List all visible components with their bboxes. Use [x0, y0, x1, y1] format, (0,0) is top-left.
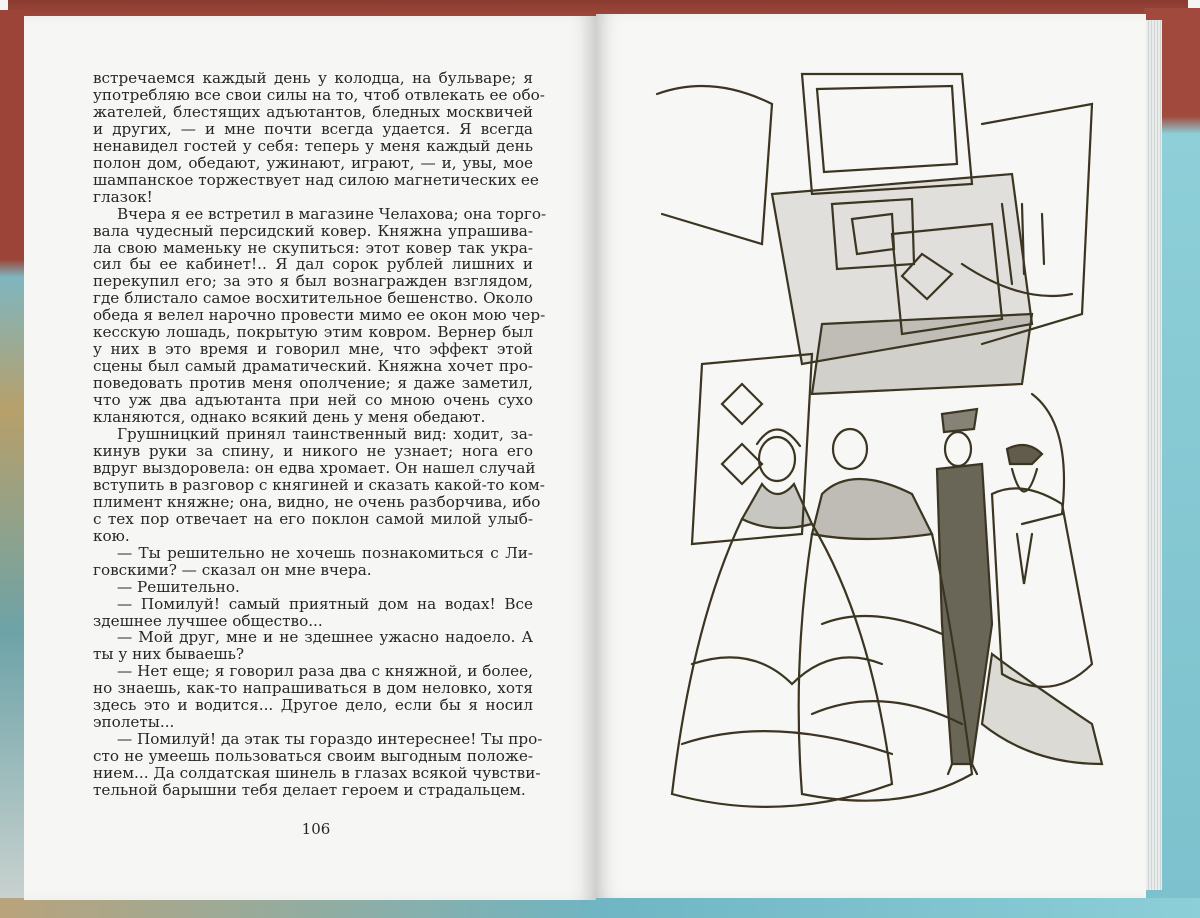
text-line: сто не умеешь пользоваться своим выгодным положе-	[93, 747, 533, 766]
text-line: полон дом, обедают, ужинают, играют, — и, увы, мое	[93, 153, 533, 172]
text-line: ненавидел гостей у себя: теперь у меня каждый день	[93, 136, 533, 155]
text-line: — Решительно.	[117, 577, 240, 596]
text-line: плимент княжне; она, видно, не очень разборчива, ибо	[93, 492, 541, 511]
text-line: ты у них бываешь?	[93, 645, 245, 664]
text-line: поведовать против меня ополчение; я даже заметил,	[93, 374, 533, 393]
text-line: шампанское торжествует над силою магнетических ее	[93, 170, 539, 189]
book-cover-bottom	[0, 898, 1200, 918]
text-line: — Мой друг, мне и не здешнее ужасно надоело. А	[117, 628, 533, 647]
text-line: но знаешь, как-то напрашиваться в дом неловко, хотя	[93, 679, 533, 698]
book-cover-left	[0, 10, 26, 900]
page-number: 106	[301, 820, 331, 838]
text-line: — Помилуй! да этак ты гораздо интереснее! Ты про-	[117, 730, 543, 749]
text-line: кою.	[93, 526, 130, 545]
text-line: кесскую лошадь, покрытую этим ковром. Вернер был	[93, 323, 533, 342]
text-line: у них в это время и говорил мне, что эффект этой	[93, 340, 533, 359]
text-line: и других, — и мне почти всегда удается. Я всегда	[93, 119, 533, 138]
text-line: сцены был самый драматический. Княжна хочет про-	[93, 357, 533, 376]
text-line: здешнее лучшее общество...	[93, 611, 323, 630]
text-line: Грушницкий принял таинственный вид: ходит, за-	[117, 425, 533, 444]
text-line: — Ты решительно не хочешь познакомиться с Ли-	[117, 543, 533, 562]
text-line: Вчера я ее встретил в магазине Челахова; она торго-	[117, 204, 547, 223]
text-line: глазок!	[93, 187, 153, 206]
figures-ladies	[672, 429, 972, 807]
text-line: эполеты...	[93, 713, 175, 732]
body-text	[93, 69, 547, 800]
text-line: — Нет еще; я говорил раза два с княжной, и более,	[117, 662, 533, 681]
text-line: вала чудесный персидский ковер. Княжна упрашива-	[93, 221, 533, 240]
text-line: тельной барышни тебя делает героем и страдальцем.	[93, 781, 526, 800]
text-line: сил бы ее кабинет!.. Я дал сорок рублей лишних и	[93, 255, 533, 274]
text-line: где блистало самое восхитительное бешенство. Около	[93, 289, 533, 308]
illustration-carpet-shop	[652, 64, 1110, 820]
text-line: вступить в разговор с княгиней и сказать какой-то ком-	[93, 475, 545, 494]
text-line: употребляю все свои силы на то, чтоб отвлекать ее обо-	[93, 85, 545, 104]
text-line: здесь это и водится... Другое дело, если бы я носил	[93, 696, 533, 715]
text-line: что уж два адъютанта при ней со мною очень сухо	[93, 391, 533, 410]
text-line: нием... Да солдатская шинель в глазах всякой чувстви-	[93, 764, 541, 783]
hanging-carpets	[657, 74, 1092, 544]
text-line: кланяются, однако всякий день у меня обедают.	[93, 408, 486, 427]
text-line: ла свою маменьку не скупиться: этот ковер так укра-	[93, 238, 533, 257]
text-line: встречаемся каждый день у колодца, на бульваре; я	[93, 69, 533, 87]
text-line: — Помилуй! самый приятный дом на водах! Все	[117, 594, 533, 613]
text-line: обеда я велел нарочно провести мимо ее окон мою чер-	[93, 306, 546, 325]
text-line: говскими? — сказал он мне вчера.	[93, 560, 372, 579]
text-line: жателей, блестящих адъютантов, бледных москвичей	[93, 102, 533, 121]
text-line: перекупил его; за это я был вознагражден взглядом,	[93, 272, 533, 291]
text-line: вдруг выздоровела: он едва хромает. Он нашел случай	[93, 458, 536, 477]
text-line: с тех пор отвечает на его поклон самой милой улыб-	[93, 509, 533, 528]
text-line: кинув руки за спину, и никого не узнает; нога его	[93, 441, 533, 460]
figure-man-beard	[982, 445, 1102, 764]
page-edges	[1146, 20, 1162, 890]
